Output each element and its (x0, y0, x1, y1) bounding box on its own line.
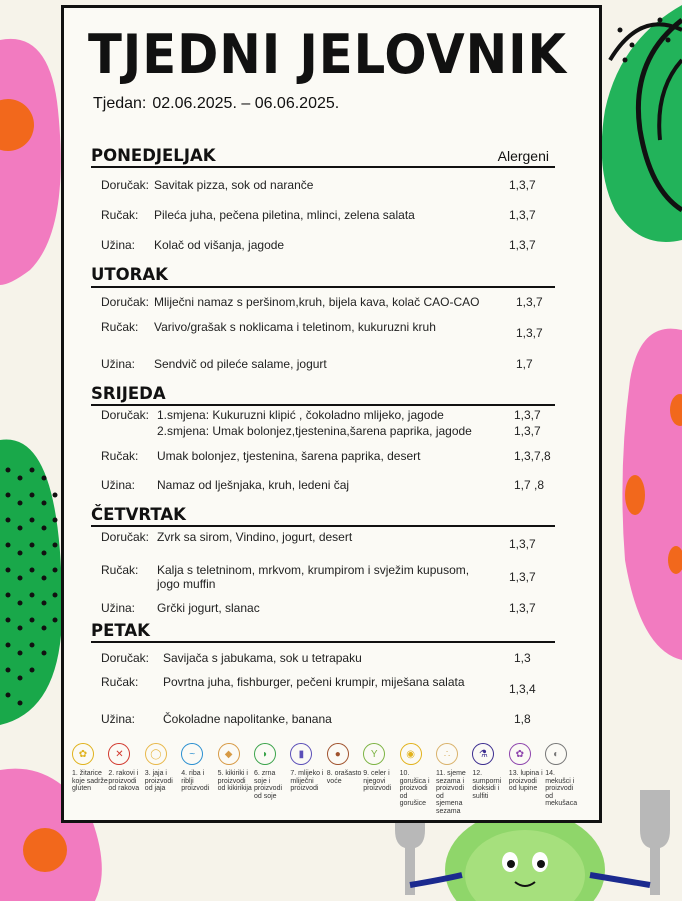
meal-text: Zvrk sa sirom, Vindino, jogurt, desert (157, 530, 353, 544)
meal-label: Ručak: (101, 320, 139, 334)
allergen-codes: 1,3,7 (509, 570, 536, 584)
meal-label: Ručak: (101, 563, 139, 577)
meal-label: Doručak: (101, 178, 150, 192)
meal-text: 1.smjena: Kukuruzni klipić , čokoladno mlijeko, jagode (157, 408, 444, 422)
legend-item (108, 743, 144, 793)
legend-text: 5. kikiriki i proizvodi od kikirikija (217, 770, 252, 792)
legend-text: 12. sumporni dioksidi i sulfiti (472, 770, 502, 800)
lupin-icon: ✿ (509, 743, 531, 765)
allergen-codes: 1,8 (514, 712, 531, 726)
meal-label: Doručak: (101, 651, 150, 665)
meal-text-second-shift: 2.smjena: Umak bolonjez,tjestenina,šarena paprika, jagode (157, 424, 472, 438)
meal-label: Doručak: (101, 408, 150, 422)
legend-text: 1. žitarice koje sadrže gluten (72, 770, 108, 792)
meal-text: Čokoladne napolitanke, banana (163, 712, 332, 726)
legend-text: 10. gorušica i proizvodi od gorušice (399, 770, 430, 807)
allergen-codes: 1,3,7 (516, 295, 543, 309)
allergen-codes: 1,3,7 (514, 408, 541, 422)
meal-label: Užina: (101, 712, 136, 726)
meal-text: Pileća juha, pečena piletina, mlinci, zelena salata (154, 208, 415, 222)
allergen-codes: 1,3,7 (516, 326, 543, 340)
week-range (93, 95, 345, 113)
legend-item (290, 743, 326, 793)
divider (91, 641, 555, 643)
legend-item (436, 743, 472, 815)
legend-text: 7. mlijeko i mliječni proizvodi (290, 770, 324, 792)
crab-icon: ✕ (108, 743, 130, 765)
legend-text: 4. riba i riblji proizvodi (181, 770, 210, 792)
day-title-tuesday: UTORAK (91, 265, 168, 284)
meal-label: Užina: (101, 601, 136, 615)
legend-item (363, 743, 399, 793)
peanut-icon: ◆ (218, 743, 240, 765)
meal-label: Užina: (101, 238, 136, 252)
divider (91, 166, 555, 168)
day-title-monday: PONEDJELJAK (91, 146, 216, 165)
legend-text: 13. lupina i proizvodi od lupine (508, 770, 543, 792)
legend-item (400, 743, 436, 808)
legend-text: 8. orašasto voće (326, 770, 362, 785)
meal-text: Povrtna juha, fishburger, pečeni krumpir, miješana salata (163, 675, 465, 689)
divider (91, 404, 555, 406)
legend-text: 9. celer i njegovi proizvodi (363, 770, 392, 792)
day-title-wednesday: SRIJEDA (91, 384, 166, 403)
meal-label: Doručak: (101, 295, 150, 309)
menu-card (61, 5, 602, 823)
meal-text: Grčki jogurt, slanac (157, 601, 260, 615)
legend-item (218, 743, 254, 793)
meal-text: Mliječni namaz s peršinom,kruh, bijela kava, kolač CAO-CAO (154, 295, 480, 309)
legend-item (327, 743, 363, 785)
egg-icon: ◯ (145, 743, 167, 765)
fish-icon: ~ (181, 743, 203, 765)
legend-text: 3. jaja i proizvodi od jaja (144, 770, 173, 792)
sesame-icon: ∴ (436, 743, 458, 765)
mollusc-icon: ◐ (545, 743, 567, 765)
allergen-codes: 1,7 ,8 (514, 478, 545, 492)
meal-label: Užina: (101, 357, 136, 371)
meal-label: Doručak: (101, 530, 150, 544)
legend-item (254, 743, 290, 800)
sulphite-icon: ⚗ (472, 743, 494, 765)
meal-text: Kolač od višanja, jagode (154, 238, 285, 252)
allergen-codes: 1,3,4 (509, 682, 536, 696)
legend-text: 6. zrna soje i proizvodi od soje (254, 770, 283, 800)
meal-label: Ručak: (101, 208, 139, 222)
week-dates: 02.06.2025. – 06.06.2025. (152, 95, 340, 112)
allergen-codes: 1,3,7 (509, 601, 536, 615)
meal-text: Umak bolonjez, tjestenina, šarena paprika, desert (157, 449, 421, 463)
allergen-codes: 1,7 (516, 357, 533, 371)
legend-text: 2. rakovi i proizvodi od rakova (108, 770, 140, 792)
legend-item (72, 743, 108, 793)
allergen-codes: 1,3,7,8 (514, 449, 551, 463)
day-title-thursday: ČETVRTAK (91, 505, 186, 524)
meal-label: Užina: (101, 478, 136, 492)
mustard-icon: ◉ (400, 743, 422, 765)
allergen-codes: 1,3,7 (514, 424, 541, 438)
legend-item (509, 743, 545, 793)
meal-label: Ručak: (101, 675, 139, 689)
allergen-codes: 1,3,7 (509, 178, 536, 192)
milk-icon: ▮ (290, 743, 312, 765)
allergen-codes: 1,3,7 (509, 238, 536, 252)
legend-item (181, 743, 217, 793)
meal-text: Kalja s teletninom, mrkvom, krumpirom i svježim kupusom, (157, 563, 470, 577)
allergen-codes: 1,3 (514, 651, 531, 665)
legend-item (545, 743, 581, 808)
soy-icon: ◗ (254, 743, 276, 765)
day-title-friday: PETAK (91, 621, 150, 640)
allergen-codes: 1,3,7 (509, 537, 536, 551)
allergen-legend (72, 743, 602, 823)
legend-item (472, 743, 508, 800)
divider (91, 525, 555, 527)
meal-text: Savitak pizza, sok od naranče (154, 178, 314, 192)
meal-text: Varivo/grašak s noklicama i teletinom, kukuruzni kruh (154, 320, 436, 334)
nut-icon: ● (327, 743, 349, 765)
divider (91, 286, 555, 288)
week-label: Tjedan: (93, 95, 147, 112)
legend-item (145, 743, 181, 793)
meal-text: Savijača s jabukama, sok u tetrapaku (163, 651, 362, 665)
allergen-codes: 1,3,7 (509, 208, 536, 222)
celery-icon: Y (363, 743, 385, 765)
wheat-icon: ✿ (72, 743, 94, 765)
meal-text: Namaz od lješnjaka, kruh, ledeni čaj (157, 478, 350, 492)
legend-text: 14. mekušci i proizvodi od mekušaca (545, 770, 578, 807)
legend-text: 11. sjeme sezama i proizvodi od sjemena sezama (436, 770, 466, 815)
meal-label: Ručak: (101, 449, 139, 463)
page-title: TJEDNI JELOVNIK (88, 23, 567, 86)
allergens-header: Alergeni (497, 148, 549, 164)
meal-text: Sendvič od pileće salame, jogurt (154, 357, 327, 371)
meal-text-continued: jogo muffin (157, 577, 216, 591)
